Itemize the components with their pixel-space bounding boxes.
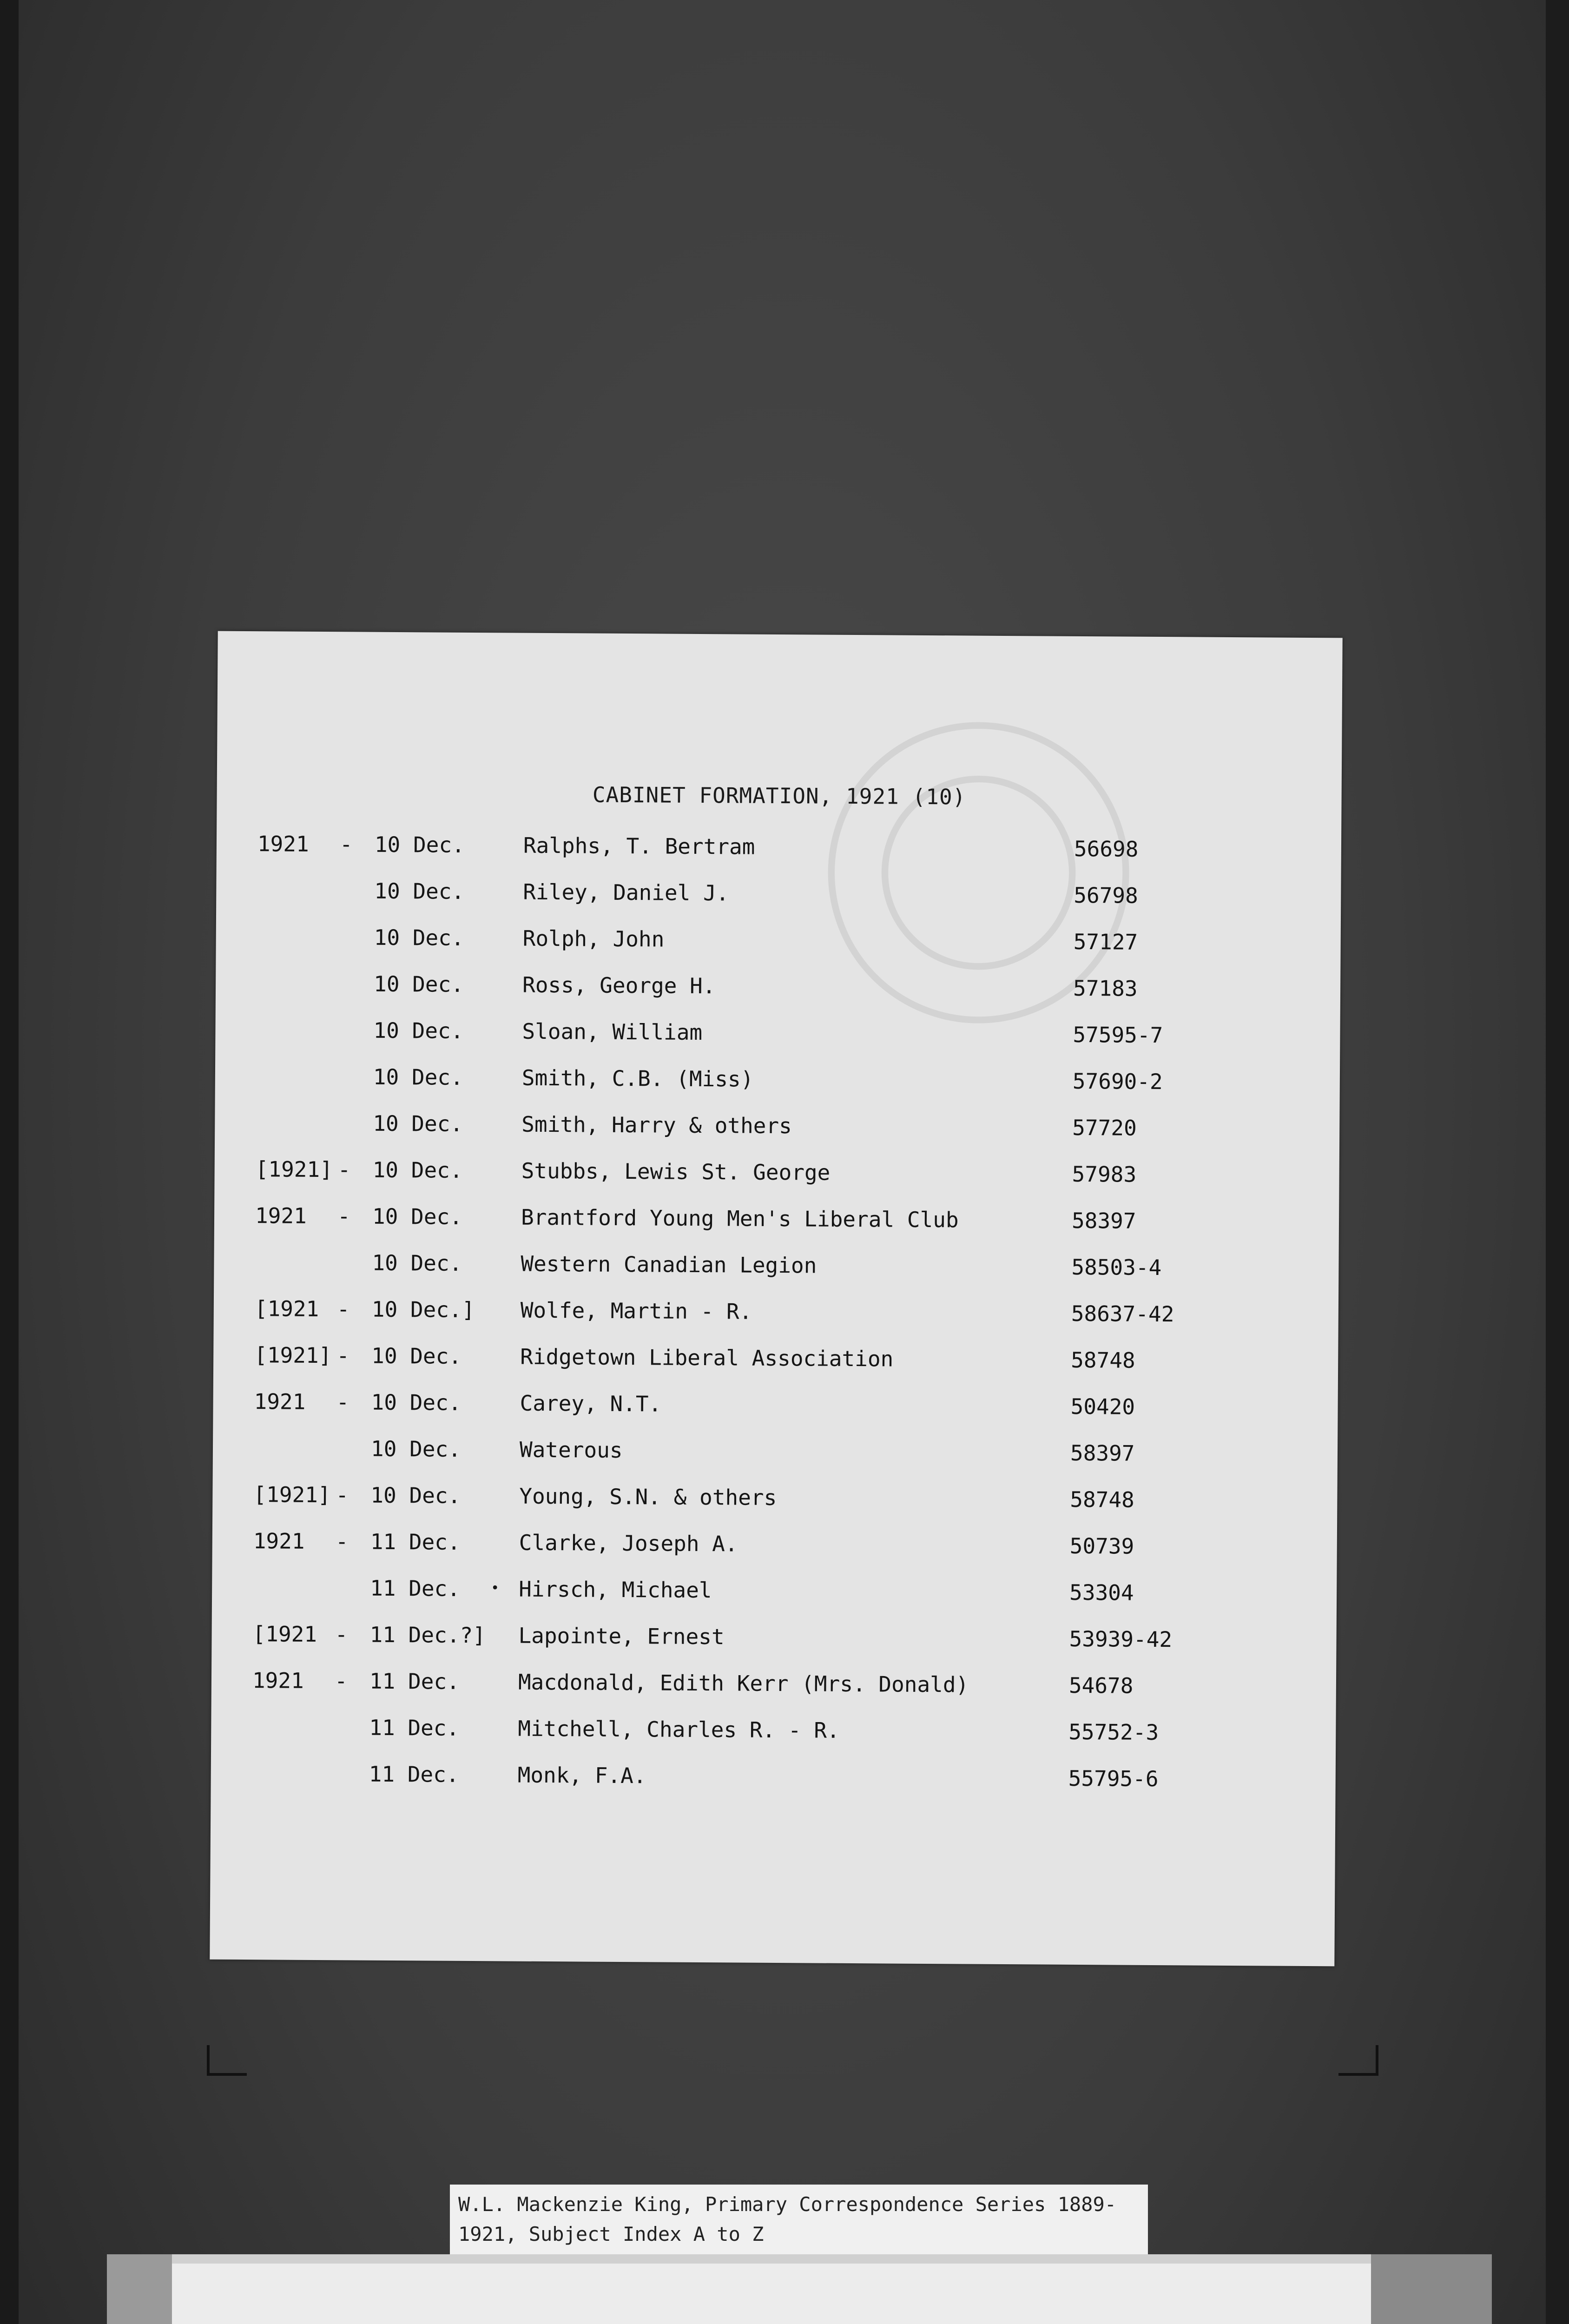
entry-date: 10 Dec. <box>373 1017 464 1043</box>
entry-year: [1921 <box>252 1621 317 1647</box>
entry-date: 10 Dec. <box>372 1157 463 1183</box>
entry-name: Smith, Harry & others <box>521 1111 792 1139</box>
entry-name: Hirsch, Michael <box>519 1576 712 1603</box>
frame-corner-mark <box>207 2045 247 2076</box>
entry-dash: - <box>335 1529 349 1554</box>
list-item <box>211 1761 1335 1805</box>
entry-dash: - <box>334 1668 348 1694</box>
entry-year: [1921 <box>254 1296 319 1321</box>
list-item <box>213 1435 1338 1479</box>
entry-year: 1921 <box>252 1668 304 1693</box>
list-item <box>214 1296 1338 1340</box>
entry-dash: - <box>335 1622 348 1647</box>
list-item <box>216 971 1340 1015</box>
bullet-mark: • <box>491 1580 500 1597</box>
entry-name: Wolfe, Martin - R. <box>520 1297 752 1324</box>
list-item <box>214 1249 1338 1294</box>
archives-plate-face <box>172 2264 1371 2324</box>
entry-number: 58397 <box>1070 1440 1135 1466</box>
entry-year: [1921] <box>253 1482 331 1508</box>
entry-dash: - <box>336 1482 349 1508</box>
entry-number: 55795-6 <box>1068 1765 1159 1792</box>
entry-date: 11 Dec. <box>369 1715 460 1741</box>
entry-date: 10 Dec. <box>370 1436 461 1462</box>
archives-plate <box>107 2254 1492 2324</box>
entry-number: 57183 <box>1073 975 1138 1001</box>
entry-date: 10 Dec. <box>374 832 465 858</box>
entry-number: 58748 <box>1071 1347 1135 1373</box>
entry-year: [1921] <box>255 1156 333 1182</box>
entry-dash: - <box>336 1343 350 1368</box>
entry-year: 1921 <box>253 1528 305 1554</box>
entry-date: 10 Dec. <box>373 1064 463 1090</box>
entry-number: 50739 <box>1069 1533 1134 1559</box>
entry-number: 57690-2 <box>1072 1068 1163 1095</box>
list-item <box>214 1156 1339 1201</box>
list-item <box>216 924 1340 968</box>
entry-name: Ralphs, T. Bertram <box>523 832 755 859</box>
entry-name: Young, S.N. & others <box>519 1483 777 1511</box>
entry-number: 53304 <box>1069 1579 1134 1605</box>
list-item <box>215 1063 1340 1108</box>
list-item <box>215 1017 1340 1061</box>
caption-line-2: 1921, Subject Index A to Z <box>458 2223 764 2245</box>
entry-number: 56698 <box>1074 836 1139 862</box>
entry-year: 1921 <box>254 1389 306 1414</box>
entry-number: 55752-3 <box>1068 1719 1159 1745</box>
list-item <box>211 1621 1336 1665</box>
entry-dash: - <box>339 832 353 857</box>
entry-date: 10 Dec. <box>373 1110 463 1136</box>
index-sheet <box>210 631 1342 1967</box>
entry-date: 11 Dec. <box>370 1529 461 1555</box>
entry-date: 10 Dec. <box>374 878 465 904</box>
film-edge-left <box>0 0 19 2324</box>
entry-name: Ross, George H. <box>522 972 716 999</box>
collection-caption <box>450 2185 1148 2254</box>
entry-date: 11 Dec. <box>370 1575 461 1601</box>
entry-name: Macdonald, Edith Kerr (Mrs. Donald) <box>518 1669 969 1697</box>
entry-number: 58748 <box>1070 1486 1135 1512</box>
entry-dash: - <box>337 1203 350 1229</box>
entry-date: 10 Dec. <box>372 1250 462 1276</box>
entry-number: 54678 <box>1068 1672 1134 1698</box>
entry-name: Monk, F.A. <box>517 1762 646 1789</box>
list-item <box>213 1342 1338 1386</box>
list-item <box>215 1110 1339 1154</box>
entry-dash: - <box>337 1157 351 1182</box>
entry-name: Clarke, Joseph A. <box>519 1530 738 1557</box>
entry-number: 53939-42 <box>1069 1626 1173 1652</box>
entry-name: Brantford Young Men's Liberal Club <box>521 1204 959 1233</box>
list-item <box>211 1714 1336 1758</box>
list-item <box>217 831 1341 875</box>
entry-number: 58637-42 <box>1071 1301 1174 1327</box>
entry-name: Sloan, William <box>522 1018 703 1045</box>
entry-number: 58503-4 <box>1071 1254 1162 1281</box>
list-item <box>211 1668 1336 1712</box>
entry-number: 57720 <box>1072 1115 1137 1141</box>
entry-year: 1921 <box>257 831 309 857</box>
entry-date: 10 Dec. <box>374 924 464 951</box>
entry-name: Riley, Daniel J. <box>523 879 729 906</box>
entry-date: 10 Dec. <box>370 1482 461 1508</box>
entry-date: 10 Dec. <box>371 1343 462 1369</box>
entry-name: Carey, N.T. <box>520 1390 662 1417</box>
entry-year: [1921] <box>254 1342 332 1368</box>
entry-number: 57595-7 <box>1073 1022 1163 1048</box>
list-item <box>214 1203 1339 1247</box>
entry-name: Rolph, John <box>522 925 665 952</box>
entry-date: 11 Dec.?] <box>369 1622 486 1648</box>
entry-name: Western Canadian Legion <box>521 1251 817 1278</box>
entry-number: 58397 <box>1071 1208 1136 1234</box>
entry-list <box>210 631 1342 1967</box>
entry-date: 11 Dec. <box>369 1761 459 1787</box>
entry-number: 56798 <box>1074 882 1138 908</box>
frame-corner-mark <box>1338 2045 1378 2076</box>
entry-name: Stubbs, Lewis St. George <box>521 1158 831 1185</box>
sheet-title: CABINET FORMATION, 1921 (10) <box>592 782 966 810</box>
entry-date: 10 Dec. <box>371 1389 461 1415</box>
entry-date: 11 Dec. <box>369 1668 460 1694</box>
list-item <box>212 1482 1337 1526</box>
entry-name: Waterous <box>519 1437 623 1463</box>
entry-year: 1921 <box>255 1203 307 1228</box>
entry-date: 10 Dec.] <box>371 1296 475 1323</box>
entry-dash: - <box>336 1296 350 1322</box>
entry-name: Lapointe, Ernest <box>518 1623 725 1650</box>
list-item <box>212 1575 1337 1619</box>
entry-name: Ridgetown Liberal Association <box>520 1344 894 1372</box>
entry-date: 10 Dec. <box>372 1203 463 1229</box>
list-item <box>213 1389 1338 1433</box>
entry-name: Smith, C.B. (Miss) <box>521 1065 754 1092</box>
caption-line-1: W.L. Mackenzie King, Primary Correspondence Series 1889- <box>458 2193 1117 2216</box>
film-edge-right <box>1546 0 1569 2324</box>
entry-dash: - <box>336 1389 349 1415</box>
plate-shadow-right <box>1371 2254 1492 2324</box>
entry-name: Mitchell, Charles R. - R. <box>518 1716 840 1743</box>
plate-shadow-left <box>107 2254 172 2324</box>
entry-number: 57127 <box>1073 929 1138 955</box>
entry-number: 50420 <box>1070 1393 1135 1419</box>
entry-number: 57983 <box>1072 1161 1137 1187</box>
list-item <box>212 1528 1337 1572</box>
list-item <box>216 878 1341 922</box>
entry-date: 10 Dec. <box>373 971 464 997</box>
